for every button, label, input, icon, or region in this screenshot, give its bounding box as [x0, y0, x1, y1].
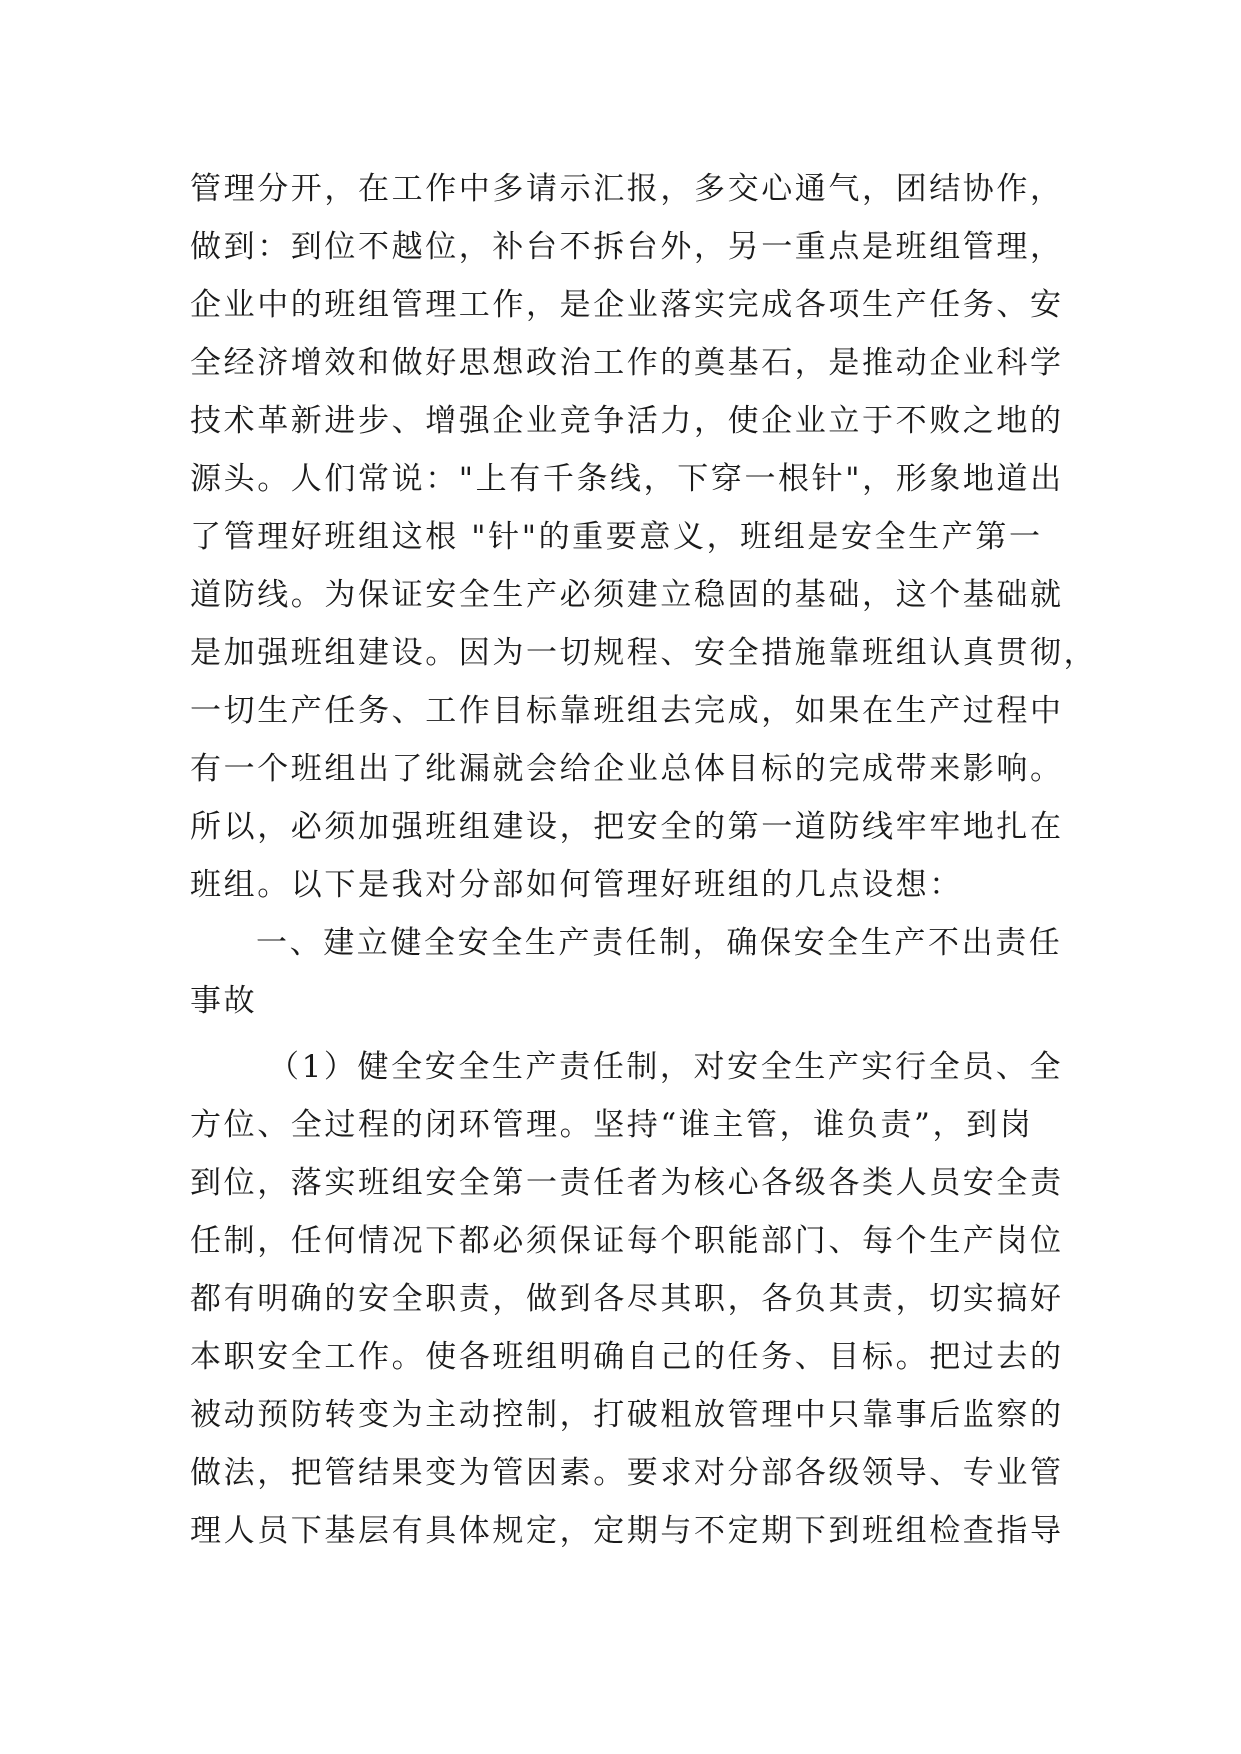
text-line: 是加强班组建设。因为一切规程、安全措施靠班组认真贯彻，	[190, 635, 1098, 671]
body-text	[190, 160, 1098, 1560]
paragraph-line: 做法，把管结果变为管因素。要求对分部各级领导、专业管	[190, 1455, 1064, 1491]
paragraph-line: 理人员下基层有具体规定，定期与不定期下到班组检查指导	[190, 1513, 1064, 1549]
section-heading-line: 一、建立健全安全生产责任制，确保安全生产不出责任	[256, 925, 1063, 961]
text-line: 一切生产任务、工作目标靠班组去完成，如果在生产过程中	[190, 693, 1064, 729]
text-line: 了管理好班组这根 "针"的重要意义，班组是安全生产第一	[190, 519, 1043, 555]
text-line: 所以，必须加强班组建设，把安全的第一道防线牢牢地扎在	[190, 809, 1064, 845]
text-line: 有一个班组出了纰漏就会给企业总体目标的完成带来影响。	[190, 751, 1064, 787]
paragraph-line: 被动预防转变为主动控制，打破粗放管理中只靠事后监察的	[190, 1397, 1064, 1433]
paragraph-line: （1）健全安全生产责任制，对安全生产实行全员、全	[268, 1049, 1064, 1085]
text-line: 管理分开，在工作中多请示汇报，多交心通气，团结协作，	[190, 171, 1064, 207]
paragraph-line: 都有明确的安全职责，做到各尽其职，各负其责，切实搞好	[190, 1281, 1064, 1317]
paragraph-line: 任制，任何情况下都必须保证每个职能部门、每个生产岗位	[190, 1223, 1064, 1259]
text-line: 全经济增效和做好思想政治工作的奠基石，是推动企业科学	[190, 345, 1064, 381]
text-line: 做到：到位不越位，补台不拆台外，另一重点是班组管理，	[190, 229, 1064, 265]
text-line: 企业中的班组管理工作，是企业落实完成各项生产任务、安	[190, 287, 1064, 323]
paragraph-line: 到位，落实班组安全第一责任者为核心各级各类人员安全责	[190, 1165, 1064, 1201]
text-line: 源头。人们常说："上有千条线，下穿一根针"，形象地道出	[190, 461, 1064, 497]
paragraph-line: 方位、全过程的闭环管理。坚持“谁主管，谁负责”，到岗	[190, 1107, 1034, 1143]
text-line: 道防线。为保证安全生产必须建立稳固的基础，这个基础就	[190, 577, 1064, 613]
text-line: 技术革新进步、增强企业竞争活力，使企业立于不败之地的	[190, 403, 1064, 439]
section-heading-line: 事故	[190, 983, 258, 1019]
paragraph-line: 本职安全工作。使各班组明确自己的任务、目标。把过去的	[190, 1339, 1064, 1375]
text-line: 班组。以下是我对分部如何管理好班组的几点设想：	[190, 867, 963, 903]
